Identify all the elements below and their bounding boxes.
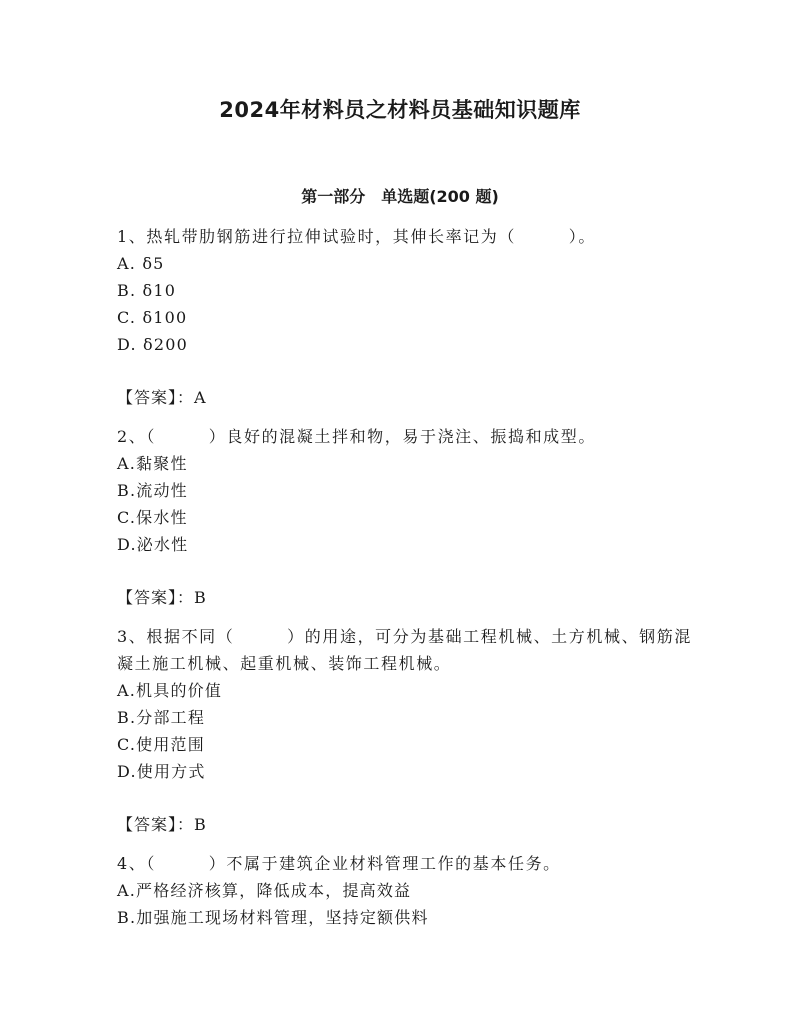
option-b: B.加强施工现场材料管理，坚持定额供料 <box>117 908 429 927</box>
option-b: B.分部工程 <box>117 708 206 727</box>
answer-line: 【答案】：B <box>117 588 207 607</box>
answer-line: 【答案】：B <box>117 815 207 834</box>
question-stem: 4、（ ）不属于建筑企业材料管理工作的基本任务。 <box>117 854 561 873</box>
section-title: 第一部分 单选题(200 题) <box>301 187 499 206</box>
document-title: 2024年材料员之材料员基础知识题库 <box>219 98 581 122</box>
answer-line: 【答案】：A <box>117 388 207 407</box>
option-d: D.泌水性 <box>117 535 189 554</box>
question-stem: 1、热轧带肋钢筋进行拉伸试验时，其伸长率记为（ ）。 <box>117 227 596 246</box>
option-c: C.使用范围 <box>117 735 205 754</box>
question-2 <box>117 423 692 611</box>
question-stem: 2、（ ）良好的混凝土拌和物，易于浇注、振捣和成型。 <box>117 427 596 446</box>
option-d: D. δ200 <box>117 335 189 354</box>
question-stem: 3、根据不同（ ）的用途，可分为基础工程机械、土方机械、钢筋混凝土施工机械、起重机械、装饰工程机械。 <box>117 627 692 673</box>
option-a: A.严格经济核算，降低成本，提高效益 <box>117 881 412 900</box>
option-b: B.流动性 <box>117 481 188 500</box>
option-d: D.使用方式 <box>117 762 206 781</box>
option-c: C.保水性 <box>117 508 188 527</box>
option-c: C. δ100 <box>117 308 188 327</box>
option-a: A.黏聚性 <box>117 454 188 473</box>
option-b: B. δ10 <box>117 281 177 300</box>
option-a: A.机具的价值 <box>117 681 223 700</box>
question-list <box>117 223 692 931</box>
option-a: A. δ5 <box>117 254 165 273</box>
question-4 <box>117 850 692 931</box>
question-3 <box>117 623 692 838</box>
question-1 <box>117 223 692 411</box>
